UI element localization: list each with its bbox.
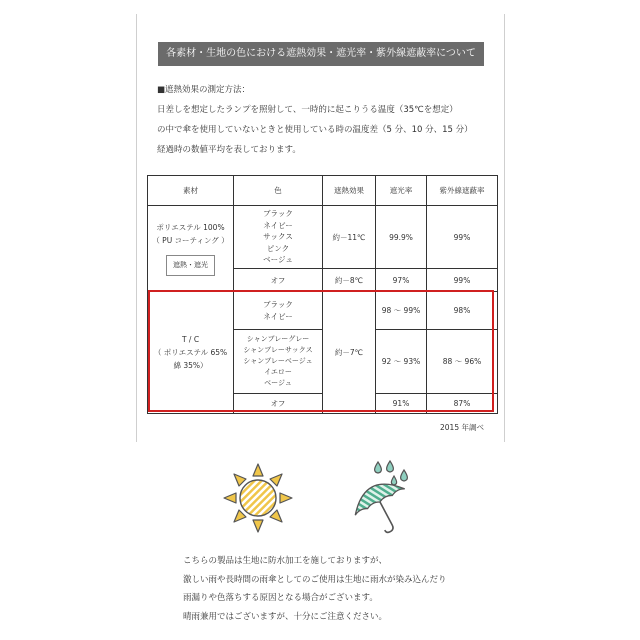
uv-cell: 99% — [427, 206, 498, 269]
shade-cell: 99.9% — [376, 206, 427, 269]
color-cell: オフ — [234, 269, 323, 292]
notice-line: 雨漏りや色落ちする原因となる場合がございます。 — [183, 593, 378, 603]
material-name: ポリエステル 100% （ PU コーティング ） — [152, 223, 229, 245]
method-heading: ■遮熱効果の測定方法： — [157, 85, 251, 95]
right-divider — [504, 14, 505, 442]
heat-cell: 約－7℃ — [323, 292, 376, 414]
method-line: 日差しを想定したランプを照射して、一時的に起こりうる温度（35℃を想定） — [157, 105, 458, 115]
color-cell: ブラック ネイビー — [234, 292, 323, 330]
shade-cell: 92 ～ 93% — [376, 330, 427, 394]
care-notice — [183, 552, 447, 626]
notice-line: こちらの製品は生地に防水加工を施しておりますが、 — [183, 556, 388, 566]
method-line: の中で傘を使用していないときと使用している時の温度差（5 分、10 分、15 分） — [157, 125, 473, 135]
section-title: 各素材・生地の色における遮熱効果・遮光率・紫外線遮蔽率について — [158, 42, 484, 66]
material-badge: 遮熱・遮光 — [166, 255, 215, 276]
table-row — [148, 292, 498, 330]
umbrella-rain-icon — [344, 458, 424, 538]
uv-cell: 88 ～ 96% — [427, 330, 498, 394]
header-heat: 遮熱効果 — [323, 176, 376, 206]
method-line: 経過時の数値平均を表しております。 — [157, 145, 301, 155]
header-color: 色 — [234, 176, 323, 206]
table-header-row — [148, 176, 498, 206]
heat-cell: 約－8℃ — [323, 269, 376, 292]
method-description — [157, 80, 473, 160]
header-uv: 紫外線遮蔽率 — [427, 176, 498, 206]
sun-icon — [222, 462, 294, 534]
material-cell: T / C （ ポリエステル 65% 綿 35%） — [148, 292, 234, 414]
shade-cell: 98 ～ 99% — [376, 292, 427, 330]
survey-year: 2015 年調べ — [440, 423, 484, 432]
uv-cell: 87% — [427, 394, 498, 414]
header-shade: 遮光率 — [376, 176, 427, 206]
header-material: 素材 — [148, 176, 234, 206]
heat-cell: 約－11℃ — [323, 206, 376, 269]
uv-cell: 98% — [427, 292, 498, 330]
left-divider — [136, 14, 137, 442]
shade-cell: 91% — [376, 394, 427, 414]
uv-cell: 99% — [427, 269, 498, 292]
table-row — [148, 206, 498, 269]
color-cell: ブラック ネイビー サックス ピンク ベージュ — [234, 206, 323, 269]
notice-line: 激しい雨や長時間の雨傘としてのご使用は生地に雨水が染み込んだり — [183, 574, 447, 585]
performance-table — [147, 175, 498, 414]
material-cell — [148, 206, 234, 292]
color-cell: オフ — [234, 394, 323, 414]
color-cell: シャンブレーグレー シャンブレーサックス シャンブレーベージュ イエロー ベージュ — [234, 330, 323, 394]
notice-line: 晴雨兼用ではございますが、十分にご注意ください。 — [183, 611, 388, 622]
shade-cell: 97% — [376, 269, 427, 292]
